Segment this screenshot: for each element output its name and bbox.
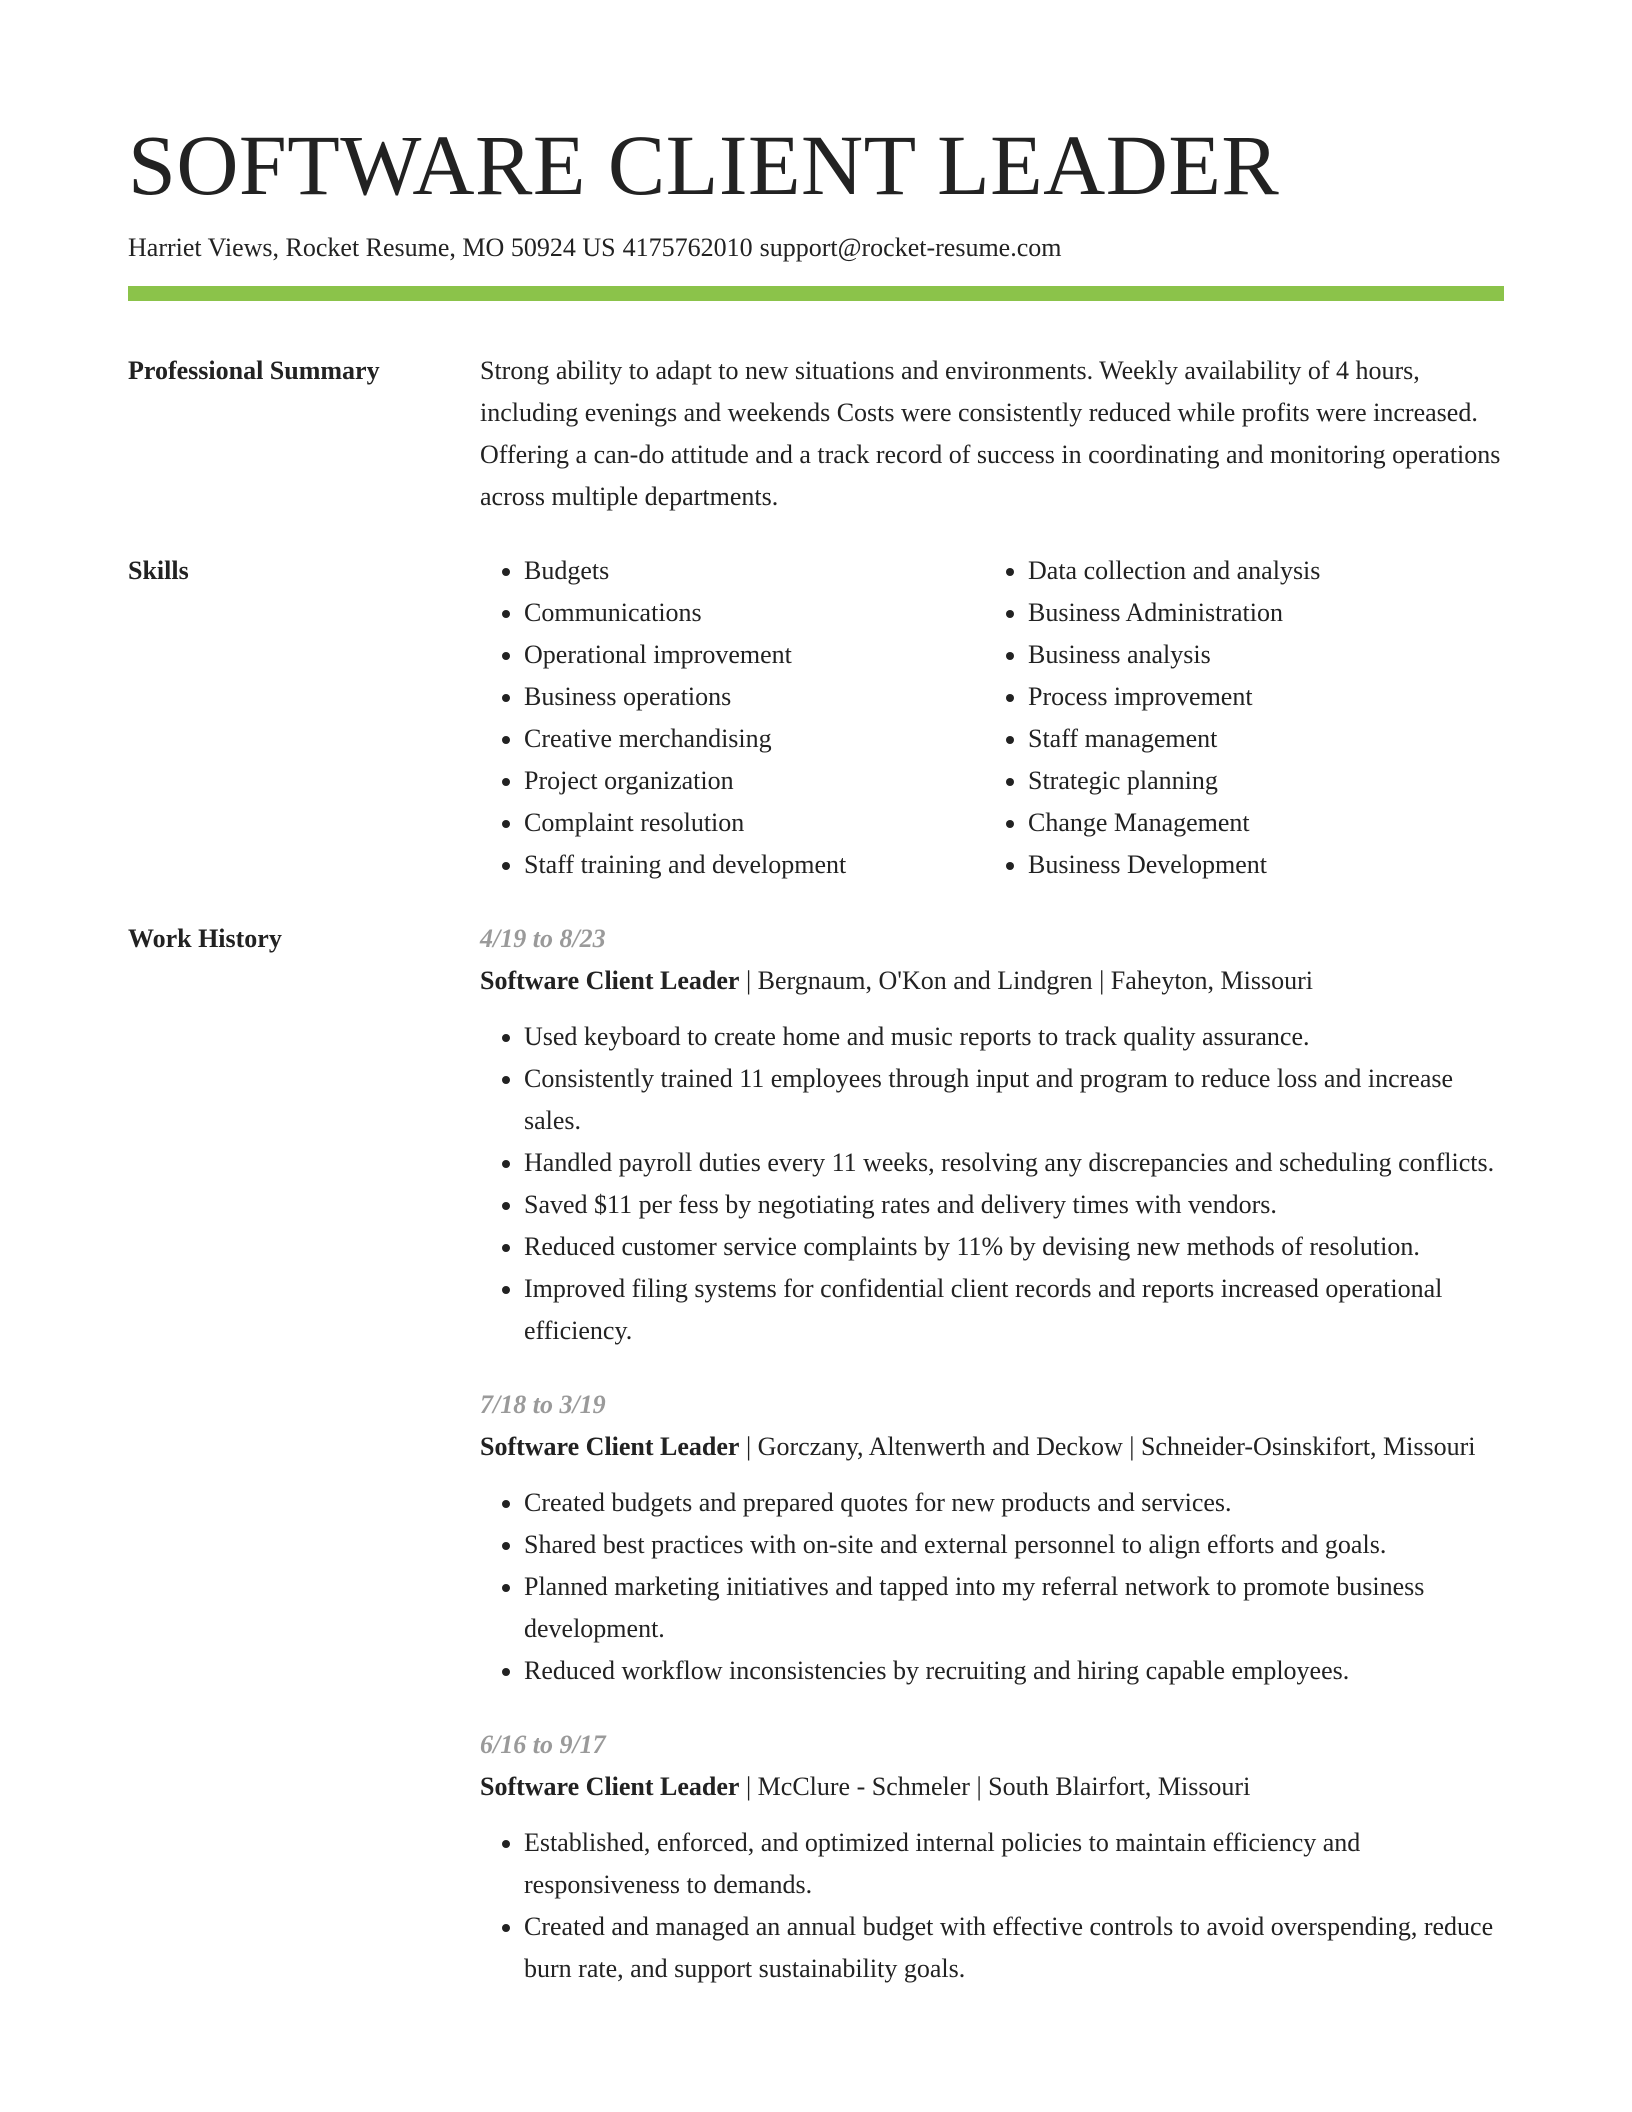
accent-divider [128,286,1504,301]
skill-item: • Data collection and analysis [1028,550,1488,592]
job-bullet: • Created and managed an annual budget with effective controls to avoid overspending, reduce burn rate, and support sustainability goals. [524,1906,1504,1990]
job-bullet: • Handled payroll duties every 11 weeks, resolving any discrepancies and scheduling conflicts. [524,1142,1504,1184]
job-bullet: • Saved $11 per fess by negotiating rates and delivery times with vendors. [524,1184,1504,1226]
skills-heading: Skills [128,556,189,585]
summary-body [480,350,1504,518]
job-bullet: • Consistently trained 11 employees through input and program to reduce loss and increase sales. [524,1058,1504,1142]
skill-item: • Business Administration [1028,592,1488,634]
skill-item: • Process improvement [1028,676,1488,718]
skills-list-left [480,550,984,886]
skill-item: • Staff training and development [524,844,984,886]
skill-item: • Budgets [524,550,984,592]
skill-item: • Business Development [1028,844,1488,886]
job-bullets [480,1016,1504,1352]
skill-item: • Communications [524,592,984,634]
job-bullet: • Planned marketing initiatives and tapped into my referral network to promote business development. [524,1566,1504,1650]
job-bullet: • Established, enforced, and optimized internal policies to maintain efficiency and responsiveness to demands. [524,1822,1504,1906]
work-history-body [480,918,1504,2022]
job-title: Software Client Leader [480,1432,740,1461]
job-bullet: • Shared best practices with on-site and external personnel to align efforts and goals. [524,1524,1504,1566]
work-history-heading: Work History [128,924,282,953]
summary-heading: Professional Summary [128,356,380,385]
job-company-location: | Gorczany, Altenwerth and Deckow | Schneider-Osinskifort, Missouri [739,1432,1476,1461]
job-company-location: | McClure - Schmeler | South Blairfort, Missouri [739,1772,1251,1801]
job-bullet: • Reduced customer service complaints by 11% by devising new methods of resolution. [524,1226,1504,1268]
job-bullet: • Created budgets and prepared quotes for new products and services. [524,1482,1504,1524]
skills-list-right [984,550,1488,886]
job-bullet: • Used keyboard to create home and music reports to track quality assurance. [524,1016,1504,1058]
job-heading-line [480,1766,1504,1808]
skill-item: • Strategic planning [1028,760,1488,802]
summary-section [128,350,1504,518]
skills-section [128,550,1504,886]
skill-item: • Operational improvement [524,634,984,676]
skill-item: • Business operations [524,676,984,718]
job-bullet: • Reduced workflow inconsistencies by recruiting and hiring capable employees. [524,1650,1504,1692]
resume-sections [128,350,1504,2022]
skill-item: • Change Management [1028,802,1488,844]
job-title: Software Client Leader [480,966,740,995]
job-bullet: • Improved filing systems for confidential client records and reports increased operational efficiency. [524,1268,1504,1352]
job-bullets [480,1822,1504,1990]
job-entry [480,1724,1504,1990]
job-bullets [480,1482,1504,1692]
job-heading-line [480,1426,1504,1468]
resume-name: SOFTWARE CLIENT LEADER [128,117,1280,213]
skill-item: • Project organization [524,760,984,802]
contact-address: Harriet Views, Rocket Resume, MO 50924 US [128,233,616,262]
contact-email: support@rocket-resume.com [759,233,1062,262]
skill-item: • Staff management [1028,718,1488,760]
skill-item: • Complaint resolution [524,802,984,844]
job-title: Software Client Leader [480,1772,740,1801]
skills-columns [480,550,1504,886]
job-entry [480,1384,1504,1692]
job-company-location: | Bergnaum, O'Kon and Lindgren | Faheyton, Missouri [739,966,1314,995]
summary-text: Strong ability to adapt to new situations and environments. Weekly availability of 4 hours, including evenings and weekends Costs were consistently reduced while profits were increased. Offering a can-do attitude and a track record of success in coordinating and monitoring operations across multiple departments. [480,356,1501,511]
skills-body [480,550,1504,886]
work-history-section [128,918,1504,2022]
job-dates: 4/19 to 8/23 [480,924,606,953]
job-dates: 6/16 to 9/17 [480,1730,606,1759]
skill-item: • Business analysis [1028,634,1488,676]
job-entry [480,918,1504,1352]
job-heading-line [480,960,1504,1002]
skill-item: • Creative merchandising [524,718,984,760]
job-dates: 7/18 to 3/19 [480,1390,606,1419]
contact-line [128,230,1062,266]
contact-phone: 4175762010 [622,233,753,262]
